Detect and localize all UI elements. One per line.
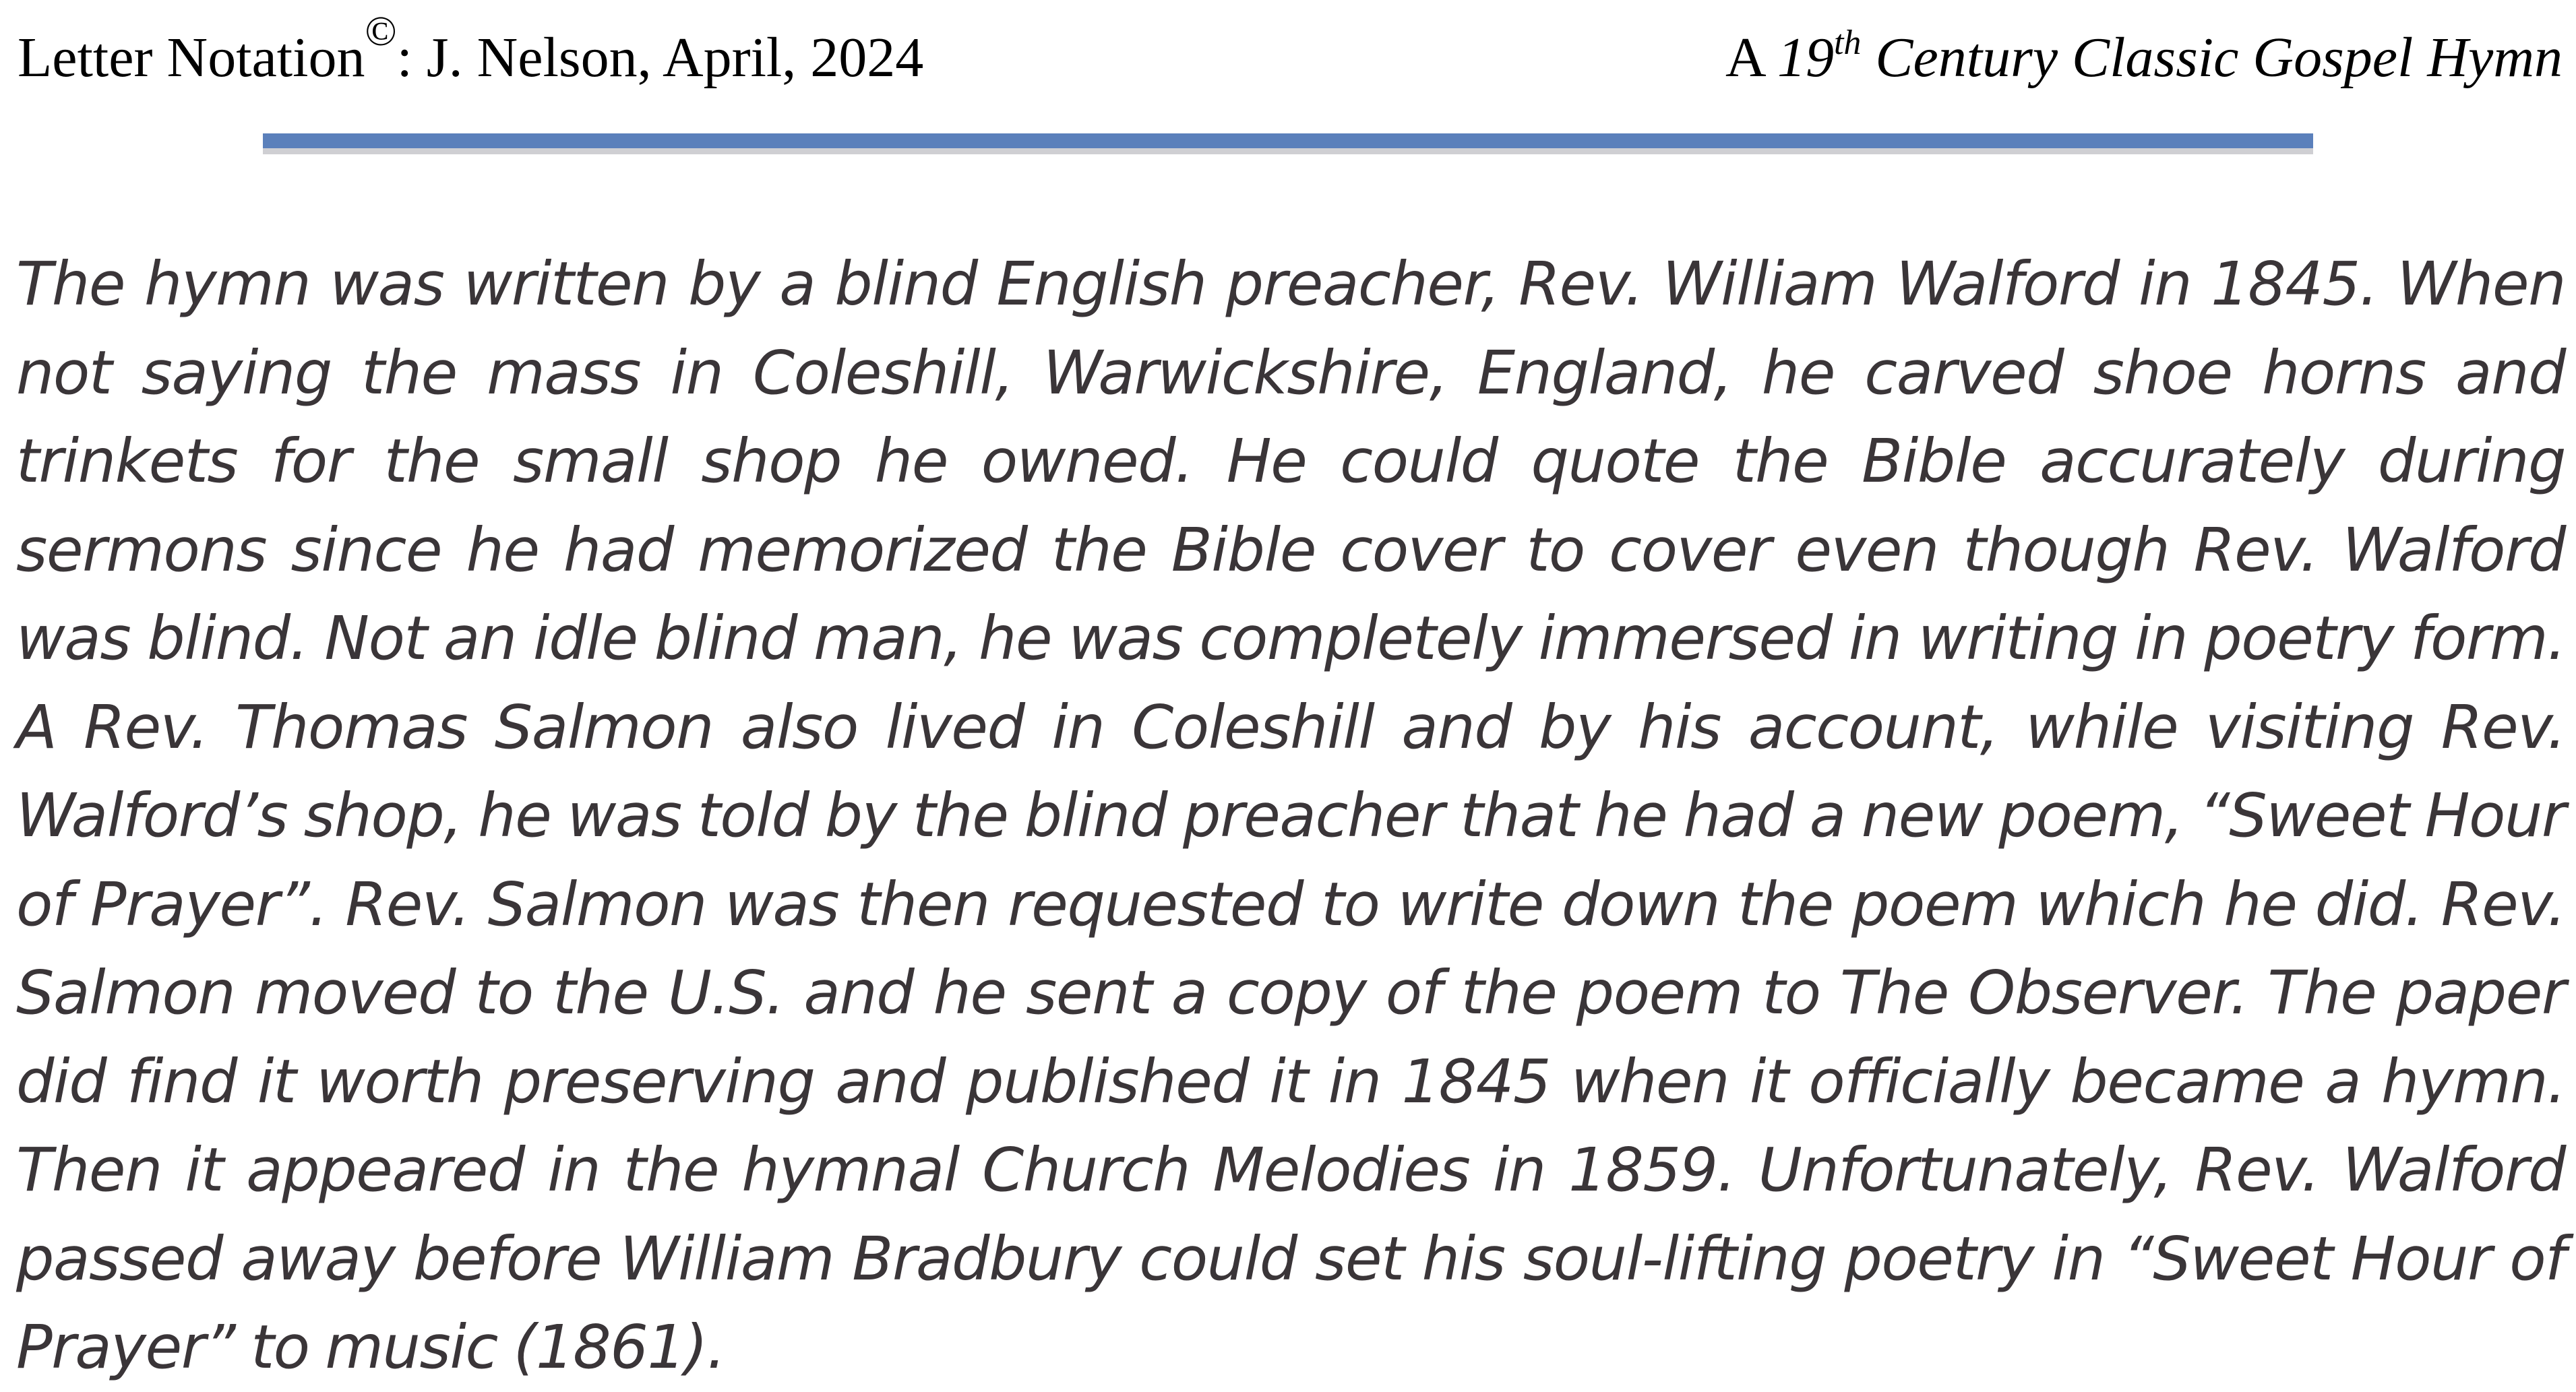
subtitle-article: A xyxy=(1725,26,1777,89)
header-divider-shadow xyxy=(263,148,2313,154)
hymn-history-paragraph: The hymn was written by a blind English preacher, Rev. William Walford in 1845. When not saying the mass in Coleshill, Warwickshire, England, he carved shoe horns and trinkets for the small shop he owned. He could quote the Bible accurately during sermons since he had memorized the Bible cover to cover even though Rev. Walford was blind. Not an idle blind man, he was completely immersed in writing in poetry form. A Rev. Thomas Salmon also lived in Coleshill and by his account, while visiting Rev. Walford’s shop, he was told by the blind preacher that he had a new poem, “Sweet Hour of Prayer”. Rev. Salmon was then requested to write down the poem which he did. Rev. Salmon moved to the U.S. and he sent a copy of the poem to The Observer. The paper did find it worth preserving and published it in 1845 when it officially became a hymn. Then it appeared in the hymnal Church Melodies in 1859. Unfortunately, Rev. Walford passed away before William Bradbury could set his soul-lifting poetry in “Sweet Hour of Prayer” to music (1861). xyxy=(16,249,2565,1382)
copyright-symbol: © xyxy=(365,9,397,55)
subtitle-superscript: th xyxy=(1833,24,1862,62)
credit-label: Letter Notation xyxy=(18,26,365,89)
header-credit xyxy=(18,9,924,98)
header-subtitle xyxy=(1725,23,2563,93)
subtitle-century xyxy=(1777,26,2563,89)
subtitle-text: Century Classic Gospel Hymn xyxy=(1861,26,2563,89)
header-divider xyxy=(263,133,2313,148)
credit-author-date: : J. Nelson, April, 2024 xyxy=(396,26,924,89)
subtitle-century-number: 19 xyxy=(1777,26,1834,89)
